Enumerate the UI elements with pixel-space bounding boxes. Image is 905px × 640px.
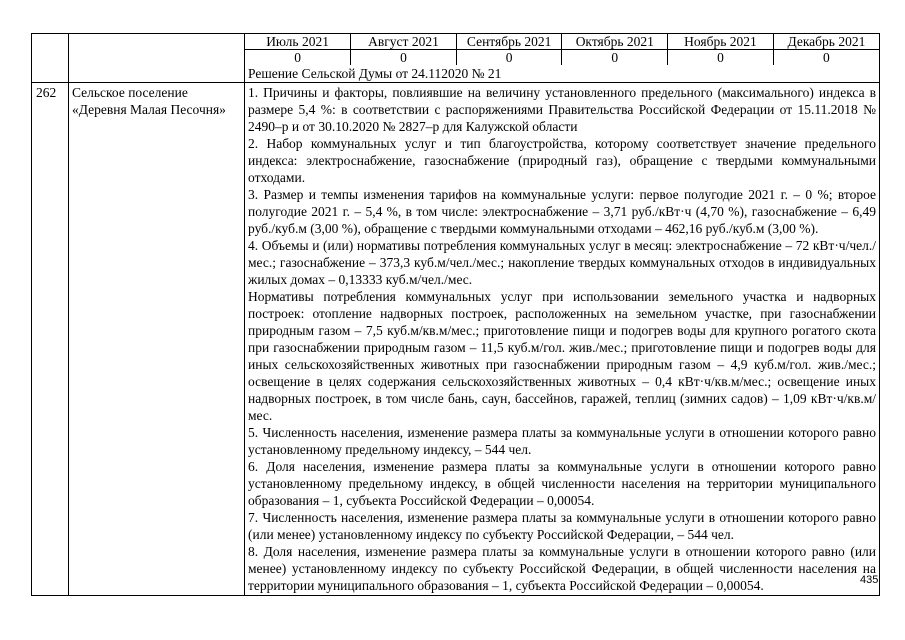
month-table (245, 34, 879, 65)
month-label: Декабрь 2021 (773, 34, 879, 50)
month-value: 0 (245, 50, 351, 66)
header-row (32, 34, 880, 83)
month-value: 0 (562, 50, 668, 66)
table-row (32, 83, 880, 596)
month-value: 0 (668, 50, 774, 66)
row-number: 262 (32, 83, 69, 596)
month-label: Сентябрь 2021 (456, 34, 562, 50)
paragraph: 2. Набор коммунальных услуг и тип благоустройства, которому соответствует значение предельного индекса: электроснабжение, газоснабжение (природный газ), обращение с твердыми коммунальными отходами. (248, 136, 876, 185)
paragraph: 7. Численность населения, изменение размера платы за коммунальные услуги в отношении которого равно (или менее) установленному индексу по субъекту Российской Федерации, – 544 чел. (248, 510, 876, 542)
decision-text: Решение Сельской Думы от 24.112020 № 21 (248, 66, 502, 81)
month-value: 0 (351, 50, 457, 66)
paragraph: 5. Численность населения, изменение размера платы за коммунальные услуги в отношении которого равно установленному предельному индексу, – 544 чел. (248, 425, 876, 457)
page-number: 435 (860, 574, 879, 586)
document-table (31, 33, 880, 596)
header-number-cell (32, 34, 69, 83)
paragraph: 8. Доля населения, изменение размера платы за коммунальные услуги в отношении которого равно (или менее) установленному индексу по субъекту Российской Федерации, в общей численности населения на территории муниципального образования – 1, субъекта Российской Федерации – 0,00054. (248, 544, 876, 593)
paragraph: 1. Причины и факторы, повлиявшие на величину установленного предельного (максимального) индекса в размере 5,4 %: в соответствии с распоряжениями Правительства Российской Федерации от 15.11.2018 № 2490–р и от 30.10.2020 № 2827–р для Калужской области (248, 85, 876, 134)
month-label: Август 2021 (351, 34, 457, 50)
header-content-cell (245, 34, 880, 83)
row-content (245, 83, 880, 596)
month-labels-row (245, 34, 879, 50)
header-name-cell (69, 34, 245, 83)
row-name: Сельское поселение «Деревня Малая Песочня» (69, 83, 245, 596)
month-value: 0 (773, 50, 879, 66)
paragraph: 3. Размер и темпы изменения тарифов на коммунальные услуги: первое полугодие 2021 г. – 0 %; второе полугодие 2021 г. – 5,4 %, в том числе: электроснабжение – 3,71 руб./кВт·ч (4,70 %), газоснабжение – 6,49 руб./куб.м (3,00 %), обращение с твердыми коммунальными отходами – 462,16 руб./куб.м (3,00 %). (248, 187, 876, 236)
paragraph: 6. Доля населения, изменение размера платы за коммунальные услуги в отношении которого равно установленному предельному индексу, в общей численности населения на территории муниципального образования – 1, субъекта Российской Федерации – 0,00054. (248, 459, 876, 508)
paragraph: 4. Объемы и (или) нормативы потребления коммунальных услуг в месяц: электроснабжение – 72 кВт·ч/чел./мес.; газоснабжение – 373,3 куб.м/чел./мес.; накопление твердых коммунальных отходов в индивидуальных жилых домах – 0,13333 куб.м/чел./мес. (248, 238, 876, 287)
month-label: Июль 2021 (245, 34, 351, 50)
month-values-row (245, 50, 879, 66)
month-label: Ноябрь 2021 (668, 34, 774, 50)
month-value: 0 (456, 50, 562, 66)
paragraph: Нормативы потребления коммунальных услуг при использовании земельного участка и надворных построек: отопление надворных построек, расположенных на земельном участке, при газоснабжении природным газом – 7,5 куб.м/кв.м/мес.; приготовление пищи и подогрев воды для крупного рогатого скота при газоснабжении природным газом – 11,5 куб.м/гол. жив./мес.; приготовление пищи и подогрев воды для иных сельскохозяйственных животных при газоснабжении природным газом – 4,9 куб.м/гол. жив./мес.; освещение в целях содержания сельскохозяйственных животных – 0,4 кВт·ч/кв.м/мес.; освещение иных надворных построек, в том числе бань, саун, бассейнов, гаражей, теплиц (зимних садов) – 1,09 кВт·ч/кв.м/мес. (248, 289, 876, 423)
month-label: Октябрь 2021 (562, 34, 668, 50)
